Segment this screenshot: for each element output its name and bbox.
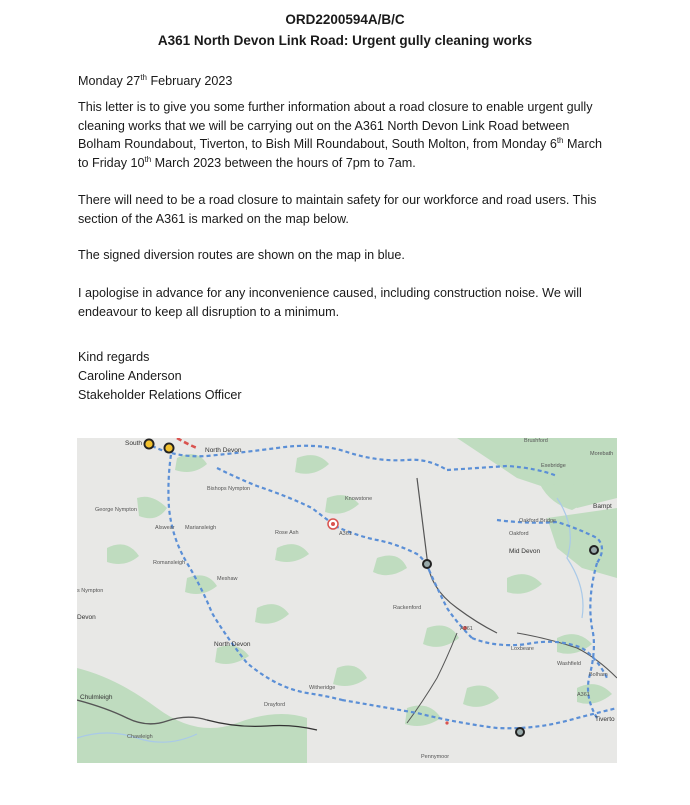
label-mariansleigh: Mariansleigh xyxy=(185,525,217,531)
label-nympton: s Nympton xyxy=(77,588,104,594)
label-loxbeare: Loxbeare xyxy=(511,646,534,652)
signatory-role: Stakeholder Relations Officer xyxy=(78,388,242,402)
label-meshaw: Meshaw xyxy=(217,576,238,582)
label-drayford: Drayford xyxy=(264,702,286,708)
label-chawleigh: Chawleigh xyxy=(127,734,153,740)
roundabout-south-icon[interactable] xyxy=(515,727,525,737)
label-tiverton: Tiverto xyxy=(595,716,615,723)
paragraph-intro: This letter is to give you some further information about a road closure to enable urgent gully cleaning works that we will be carrying out on the A361 North Devon Link Road between Bolham Roundabout, Tiverton, to Bish Mill Roundabout, South Molton, from Monday 6th March to Friday 10th March 2023 between the hours of 7pm to 7am. xyxy=(78,100,602,170)
label-oakford: Oakford xyxy=(509,531,529,537)
label-knowstone: Knowstone xyxy=(345,496,373,502)
label-witheridge: Witheridge xyxy=(309,685,336,691)
paragraph-closure: There will need to be a road closure to maintain safety for our workforce and road users. This section of the A361 is marked on the map below. xyxy=(78,193,597,226)
paragraph-diversion: The signed diversion routes are shown on the map in blue. xyxy=(78,248,405,262)
label-chulmleigh: Chulmleigh xyxy=(80,694,113,701)
label-devon: Devon xyxy=(77,614,96,621)
paragraph-apology: I apologise in advance for any inconvenience caused, including construction noise. We will endeavour to keep all disruption to a minimum. xyxy=(78,286,582,319)
roundabout-south-molton-icon[interactable] xyxy=(164,443,175,454)
label-brushford: Brushford xyxy=(524,438,548,444)
reference-number: ORD2200594A/B/C xyxy=(285,12,405,27)
label-washfield: Washfield xyxy=(557,661,581,667)
label-north-devon-mid: North Devon xyxy=(214,641,251,648)
label-morebath: Morebath xyxy=(590,451,614,457)
signoff: Kind regards xyxy=(78,350,150,364)
label-bolham: Bolham xyxy=(589,672,608,678)
label-south-molton: South xyxy=(125,440,142,447)
roundabout-east-icon[interactable] xyxy=(589,545,599,555)
label-exebridge: Exebridge xyxy=(541,463,566,469)
letter-title: A361 North Devon Link Road: Urgent gully cleaning works xyxy=(157,33,533,48)
label-rose-ash: Rose Ash xyxy=(275,530,299,536)
roadworks-warning-icon[interactable] xyxy=(328,519,338,529)
label-mid-devon: Mid Devon xyxy=(509,548,541,555)
label-a361-mid: A361 xyxy=(460,626,473,632)
roundabout-bish-mill-icon[interactable] xyxy=(144,439,155,450)
label-pennymoor: Pennymoor xyxy=(421,754,450,760)
diversion-map[interactable] xyxy=(77,438,617,763)
label-george-nympton: George Nympton xyxy=(95,507,137,513)
label-bishops-nympton: Bishops Nympton xyxy=(207,486,251,492)
letter-date: Monday 27th February 2023 xyxy=(78,72,233,88)
roundabout-mid-icon[interactable] xyxy=(422,559,432,569)
label-a361-east: A361 xyxy=(577,692,590,698)
label-bampton: Bampt xyxy=(593,503,612,510)
label-north-devon-top: North Devon xyxy=(205,447,242,454)
label-romansleigh: Romansleigh xyxy=(153,560,186,566)
signatory-name: Caroline Anderson xyxy=(78,369,182,383)
label-alswear: Alswear xyxy=(155,525,175,531)
label-a361: A361 xyxy=(339,531,352,537)
label-oakford-bridge: Oakford Bridge xyxy=(519,518,556,524)
label-rackenford: Rackenford xyxy=(393,605,422,611)
